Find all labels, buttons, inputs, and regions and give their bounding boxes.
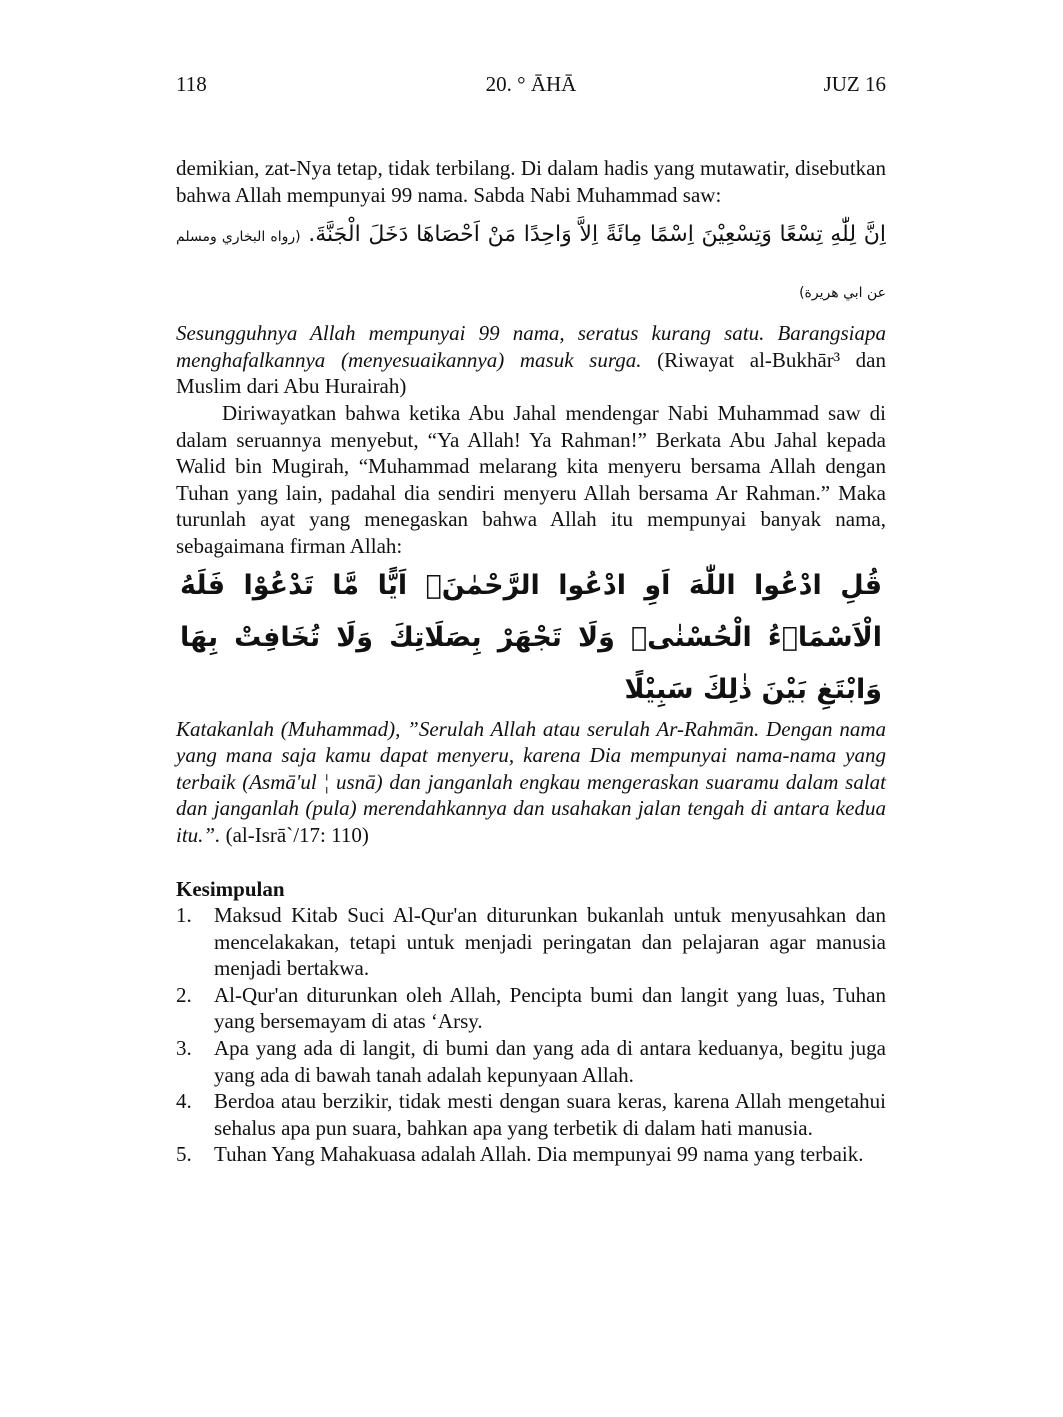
list-item <box>176 902 886 982</box>
section-spacer <box>176 849 886 876</box>
list-item-text: Maksud Kitab Suci Al-Qur'an diturunkan bukanlah untuk menyusahkan dan mencelakakan, tetapi untuk menjadi peringatan dan pelajaran agar manusia menjadi bertakwa. <box>214 903 886 981</box>
quran-verse-arabic: قُلِ ادْعُوا اللّٰهَ اَوِ ادْعُوا الرَّحْمٰنَۗ اَيًّا مَّا تَدْعُوْا فَلَهُ الْاَسْمَاۤءُ الْحُسْنٰىۚ وَلَا تَجْهَرْ بِصَلَاتِكَ وَلَا تُخَافِتْ بِهَا وَابْتَغِ بَيْنَ ذٰلِكَ سَبِيْلًا <box>180 569 882 705</box>
body-text <box>176 155 886 1168</box>
paragraph-intro: demikian, zat-Nya tetap, tidak terbilang. Di dalam hadis yang mutawatir, disebutkan bahwa Allah mempunyai 99 nama. Sabda Nabi Muhammad saw: <box>176 156 886 207</box>
list-item-number: 2. <box>176 982 192 1007</box>
page-number: 118 <box>176 72 207 96</box>
list-item-text: Tuhan Yang Mahakuasa adalah Allah. Dia mempunyai 99 nama yang terbaik. <box>214 1142 864 1167</box>
juz-label: JUZ 16 <box>823 72 886 96</box>
list-item <box>176 982 886 1035</box>
list-item-number: 5. <box>176 1142 192 1167</box>
list-item <box>176 1088 886 1141</box>
list-item-text: Apa yang ada di langit, di bumi dan yang ada di antara keduanya, begitu juga yang ada di bawah tanah adalah kepunyaan Allah. <box>214 1036 886 1087</box>
list-item <box>176 1035 886 1088</box>
list-item <box>176 1141 886 1168</box>
verse-translation: Katakanlah (Muhammad), ”Serulah Allah atau serulah Ar-Rahmān. Dengan nama yang mana saja kamu dapat menyeru, karena Dia mempunyai nama-nama yang terbaik (Asmā'ul ¦ usnā) dan janganlah engkau mengeraskan suaramu dalam salat dan janganlah (pula) merendahkannya dan usahakan jalan tengah di antara kedua itu.”. <box>176 716 886 847</box>
hadith-arabic-reference: (رواه البخاري ومسلم عن ابي هريرة) <box>176 229 886 302</box>
verse-translation-paragraph <box>176 716 886 849</box>
running-header <box>176 72 886 102</box>
paragraph-narration: Diriwayatkan bahwa ketika Abu Jahal mendengar Nabi Muhammad saw di dalam seruannya menyebut, “Ya Allah! Ya Rahman!” Berkata Abu Jahal kepada Walid bin Mugirah, “Muhammad melarang kita menyeru bersama Allah dengan Tuhan yang lain, padahal dia sendiri menyeru Allah bersama Ar Rahman.” Maka turunlah ayat yang menegaskan bahwa Allah itu mempunyai banyak nama, sebagaimana firman Allah: <box>176 400 886 558</box>
list-item-number: 3. <box>176 1036 192 1061</box>
list-item-number: 1. <box>176 903 192 928</box>
hadith-source: (Riwayat al-Bukhār³ dan Muslim dari Abu Hurairah) <box>176 347 886 399</box>
hadith-translation-paragraph <box>176 320 886 400</box>
list-item-text: Al-Qur'an diturunkan oleh Allah, Pencipta bumi dan langit yang luas, Tuhan yang bersemayam di atas ‘Arsy. <box>214 982 886 1034</box>
list-item-number: 4. <box>176 1089 192 1114</box>
list-item-text: Berdoa atau berzikir, tidak mesti dengan suara keras, karena Allah mengetahui sehalus apa pun suara, bahkan apa yang terbetik di dalam hati manusia. <box>214 1089 886 1140</box>
hadith-translation: Sesungguhnya Allah mempunyai 99 nama, seratus kurang satu. Barangsiapa menghafalkannya (menyesuaikannya) masuk surga. <box>176 321 886 372</box>
conclusion-list <box>176 902 886 1168</box>
surah-title: 20. ° ĀHĀ <box>485 72 577 96</box>
hadith-arabic <box>176 208 886 320</box>
hadith-arabic-text: اِنَّ لِلّٰهِ تِسْعًا وَتِسْعِيْنَ اِسْمًا مِائَةً اِلاَّ وَاحِدًا مَنْ اَحْصَاهَا دَخَلَ الْجَنَّةَ. <box>308 222 886 248</box>
conclusion-heading: Kesimpulan <box>176 876 285 901</box>
verse-source: (al-Isrā`/17: 110) <box>220 822 369 847</box>
